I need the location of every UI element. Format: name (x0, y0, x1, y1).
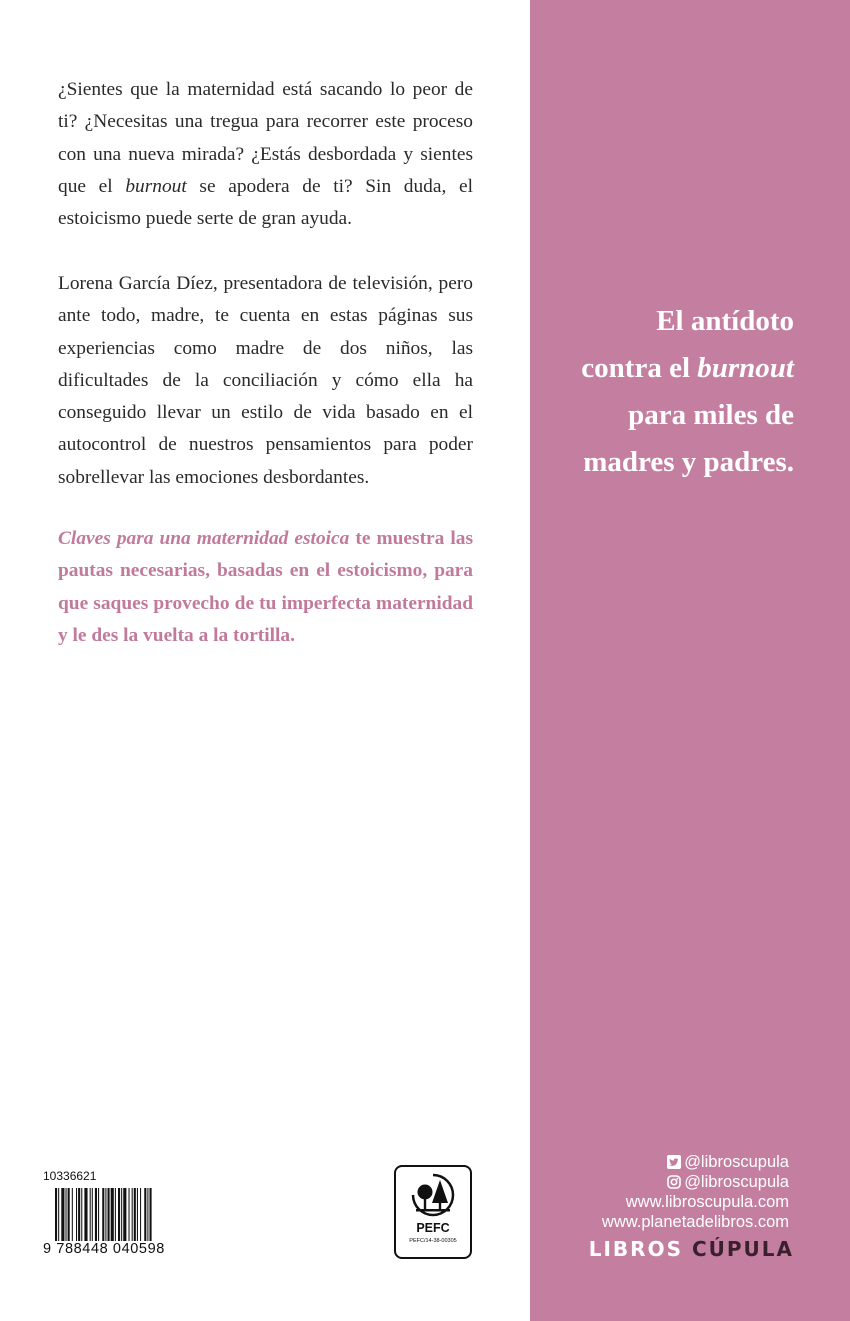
tagline (534, 298, 794, 486)
book-title-italic: Claves para una maternidad estoica (58, 528, 350, 549)
instagram-handle: @libroscupula (684, 1173, 789, 1191)
intro-text-start: ¿Sientes que la maternidad está sacando lo peor de ti? ¿Necesitas una tregua para recorrer este proceso con una nueva mirada? ¿Estás desbordada y sientes que el (58, 79, 473, 197)
pefc-label: PEFC (416, 1221, 450, 1235)
intro-italic-word: burnout (125, 175, 187, 197)
pefc-tree-icon (394, 1165, 472, 1221)
publisher-logo (589, 1237, 794, 1261)
intro-text-end: se apodera de ti? Sin duda, el estoicismo puede serte de gran ayuda. (58, 175, 473, 230)
author-paragraph: Lorena García Díez, presentadora de televisión, pero ante todo, madre, te cuenta en estas páginas sus experiencias como madre de dos niños, las dificultades de la conciliación y cómo ella ha conseguido llevar un estilo de vida basado en el autocontrol de nuestros pensamientos para poder sobrellevar las emociones desbordantes. (58, 273, 473, 488)
isbn-number: 9 788448 040598 (43, 1241, 165, 1257)
pefc-code: PEFC/14-38-00305 (409, 1238, 457, 1244)
highlight-text: te muestra las pautas necesarias, basadas en el estoicismo, para que saques provecho de tu imperfecta maternidad y le des la vuelta a la tortilla. (58, 528, 474, 646)
website-link-libroscupula[interactable] (602, 1192, 789, 1212)
intro-paragraph (58, 74, 473, 235)
product-code: 10336621 (43, 1169, 97, 1183)
highlight-paragraph (58, 523, 473, 652)
tagline-line4: madres y padres. (583, 446, 794, 478)
website-link-planetadelibros[interactable] (602, 1212, 789, 1232)
tagline-line1: El antídoto (656, 305, 794, 337)
pink-side-panel (530, 0, 850, 1321)
twitter-link[interactable] (602, 1152, 789, 1172)
instagram-link[interactable] (602, 1172, 789, 1192)
pefc-logo (394, 1165, 472, 1259)
twitter-icon (667, 1155, 681, 1169)
social-links (602, 1152, 789, 1232)
website2-text: www.planetadelibros.com (601, 1213, 789, 1231)
twitter-handle: @libroscupula (684, 1153, 789, 1171)
tagline-line2-prefix: contra el (581, 352, 698, 384)
website1-text: www.libroscupula.com (625, 1193, 789, 1211)
instagram-icon (667, 1175, 681, 1189)
publisher-word1: LIBROS (588, 1237, 683, 1261)
tagline-italic-word: burnout (697, 352, 794, 384)
publisher-word2: CÚPULA (691, 1237, 794, 1261)
tagline-line3: para miles de (628, 399, 794, 431)
